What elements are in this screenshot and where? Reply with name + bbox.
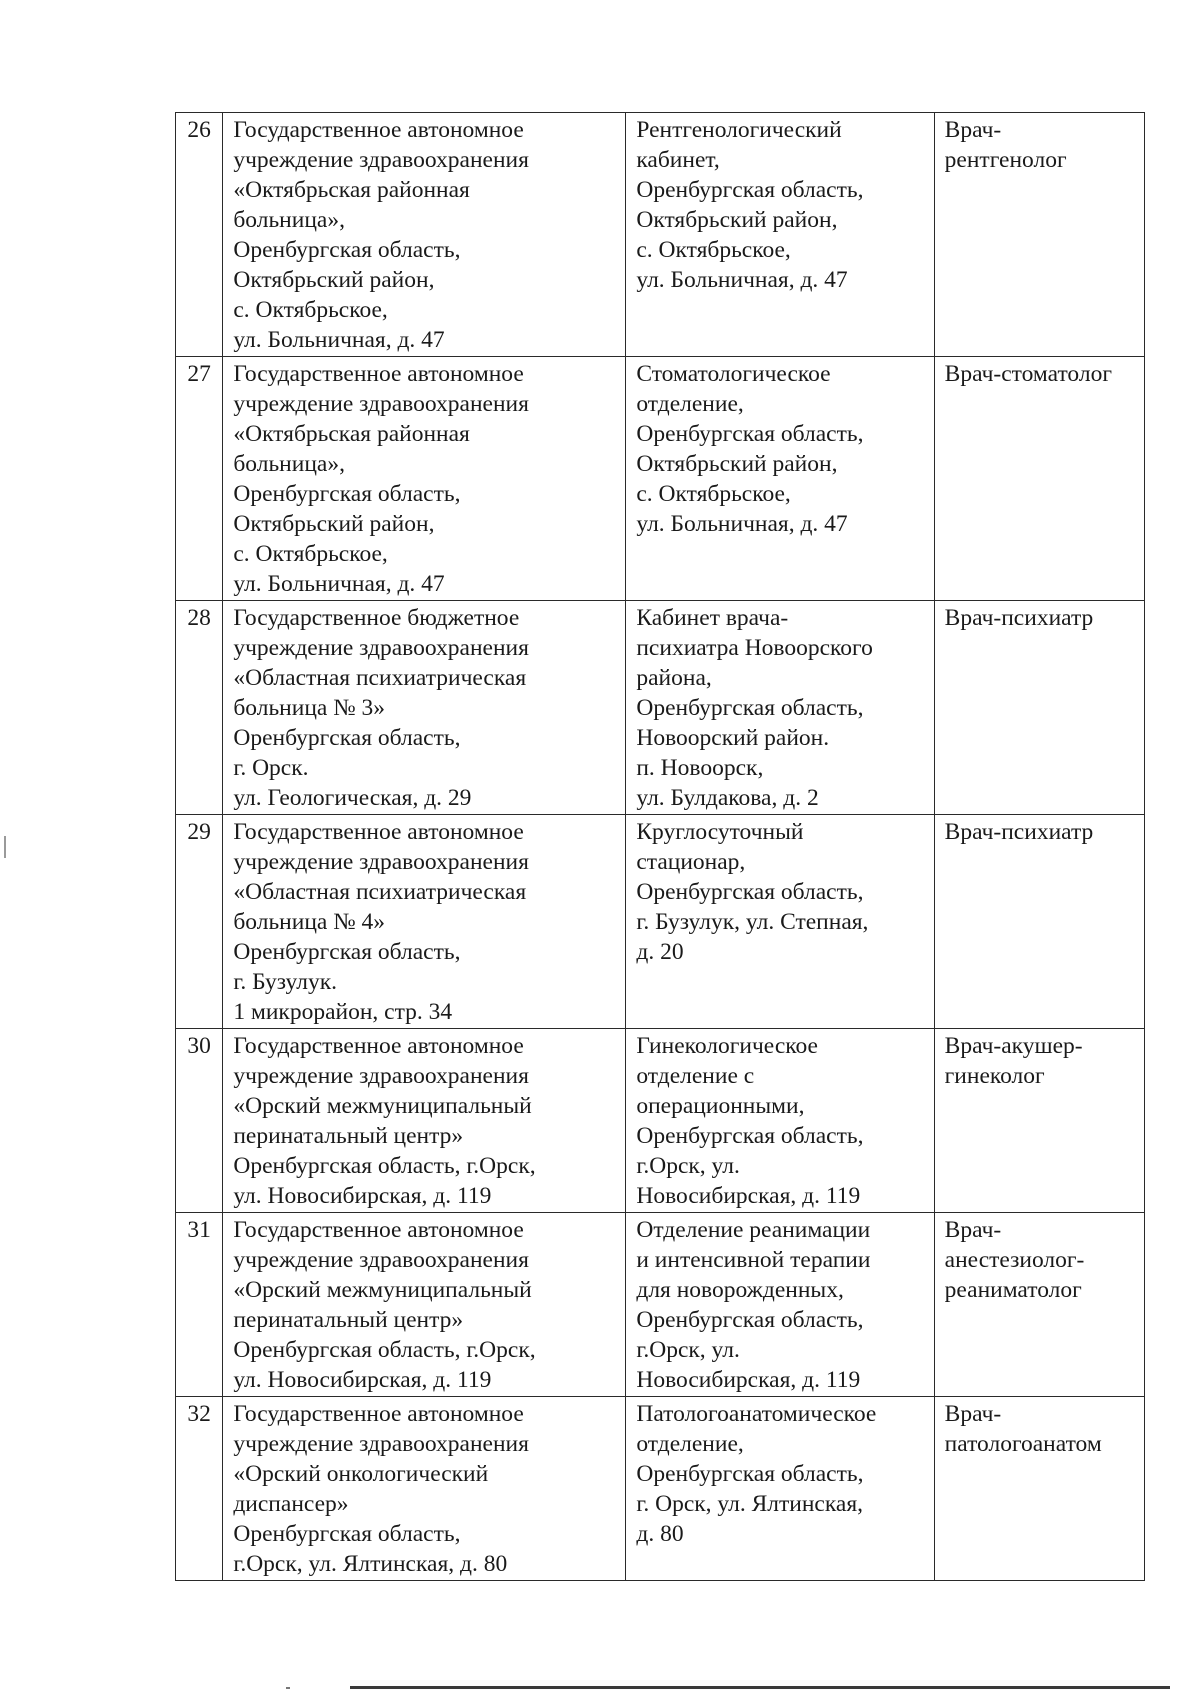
table-row (176, 815, 1145, 1029)
specialty-cell: Врач-акушер- гинеколог (934, 1029, 1144, 1213)
institution-cell: Государственное автономное учреждение здравоохранения «Областная психиатрическая больница № 4» Оренбургская область, г. Бузулук. 1 микрорайон, стр. 34 (223, 815, 626, 1029)
specialty-cell: Врач-стоматолог (934, 357, 1144, 601)
specialty-cell: Врач- патологоанатом (934, 1397, 1144, 1581)
row-number: 27 (176, 357, 223, 601)
specialty-cell: Врач-психиатр (934, 815, 1144, 1029)
institution-cell: Государственное автономное учреждение здравоохранения «Октябрьская районная больница», Оренбургская область, Октябрьский район, с. Октябрьское, ул. Больничная, д. 47 (223, 113, 626, 357)
institutions-table (175, 112, 1145, 1581)
row-number: 28 (176, 601, 223, 815)
scan-speck (286, 1687, 290, 1689)
bottom-rule (350, 1686, 1170, 1689)
unit-address-cell: Гинекологическое отделение с операционными, Оренбургская область, г.Орск, ул. Новосибирская, д. 119 (626, 1029, 934, 1213)
scan-margin-mark (4, 836, 6, 858)
institution-cell: Государственное автономное учреждение здравоохранения «Орский межмуниципальный перинатальный центр» Оренбургская область, г.Орск, ул. Новосибирская, д. 119 (223, 1029, 626, 1213)
table-row (176, 357, 1145, 601)
table-row (176, 601, 1145, 815)
table-row (176, 1397, 1145, 1581)
row-number: 31 (176, 1213, 223, 1397)
row-number: 30 (176, 1029, 223, 1213)
table-row (176, 1213, 1145, 1397)
row-number: 32 (176, 1397, 223, 1581)
unit-address-cell: Стоматологическое отделение, Оренбургская область, Октябрьский район, с. Октябрьское, ул. Больничная, д. 47 (626, 357, 934, 601)
specialty-cell: Врач- анестезиолог- реаниматолог (934, 1213, 1144, 1397)
institution-cell: Государственное бюджетное учреждение здравоохранения «Областная психиатрическая больница № 3» Оренбургская область, г. Орск. ул. Геологическая, д. 29 (223, 601, 626, 815)
table-row (176, 1029, 1145, 1213)
unit-address-cell: Отделение реанимации и интенсивной терапии для новорожденных, Оренбургская область, г.Орск, ул. Новосибирская, д. 119 (626, 1213, 934, 1397)
row-number: 29 (176, 815, 223, 1029)
table-row (176, 113, 1145, 357)
institution-cell: Государственное автономное учреждение здравоохранения «Октябрьская районная больница», Оренбургская область, Октябрьский район, с. Октябрьское, ул. Больничная, д. 47 (223, 357, 626, 601)
row-number: 26 (176, 113, 223, 357)
unit-address-cell: Патологоанатомическое отделение, Оренбургская область, г. Орск, ул. Ялтинская, д. 80 (626, 1397, 934, 1581)
institution-cell: Государственное автономное учреждение здравоохранения «Орский межмуниципальный перинатальный центр» Оренбургская область, г.Орск, ул. Новосибирская, д. 119 (223, 1213, 626, 1397)
specialty-cell: Врач-психиатр (934, 601, 1144, 815)
unit-address-cell: Кабинет врача- психиатра Новоорского района, Оренбургская область, Новоорский район. п. Новоорск, ул. Булдакова, д. 2 (626, 601, 934, 815)
unit-address-cell: Круглосуточный стационар, Оренбургская область, г. Бузулук, ул. Степная, д. 20 (626, 815, 934, 1029)
institution-cell: Государственное автономное учреждение здравоохранения «Орский онкологический диспансер» Оренбургская область, г.Орск, ул. Ялтинская, д. 80 (223, 1397, 626, 1581)
specialty-cell: Врач- рентгенолог (934, 113, 1144, 357)
unit-address-cell: Рентгенологический кабинет, Оренбургская область, Октябрьский район, с. Октябрьское, ул. Больничная, д. 47 (626, 113, 934, 357)
